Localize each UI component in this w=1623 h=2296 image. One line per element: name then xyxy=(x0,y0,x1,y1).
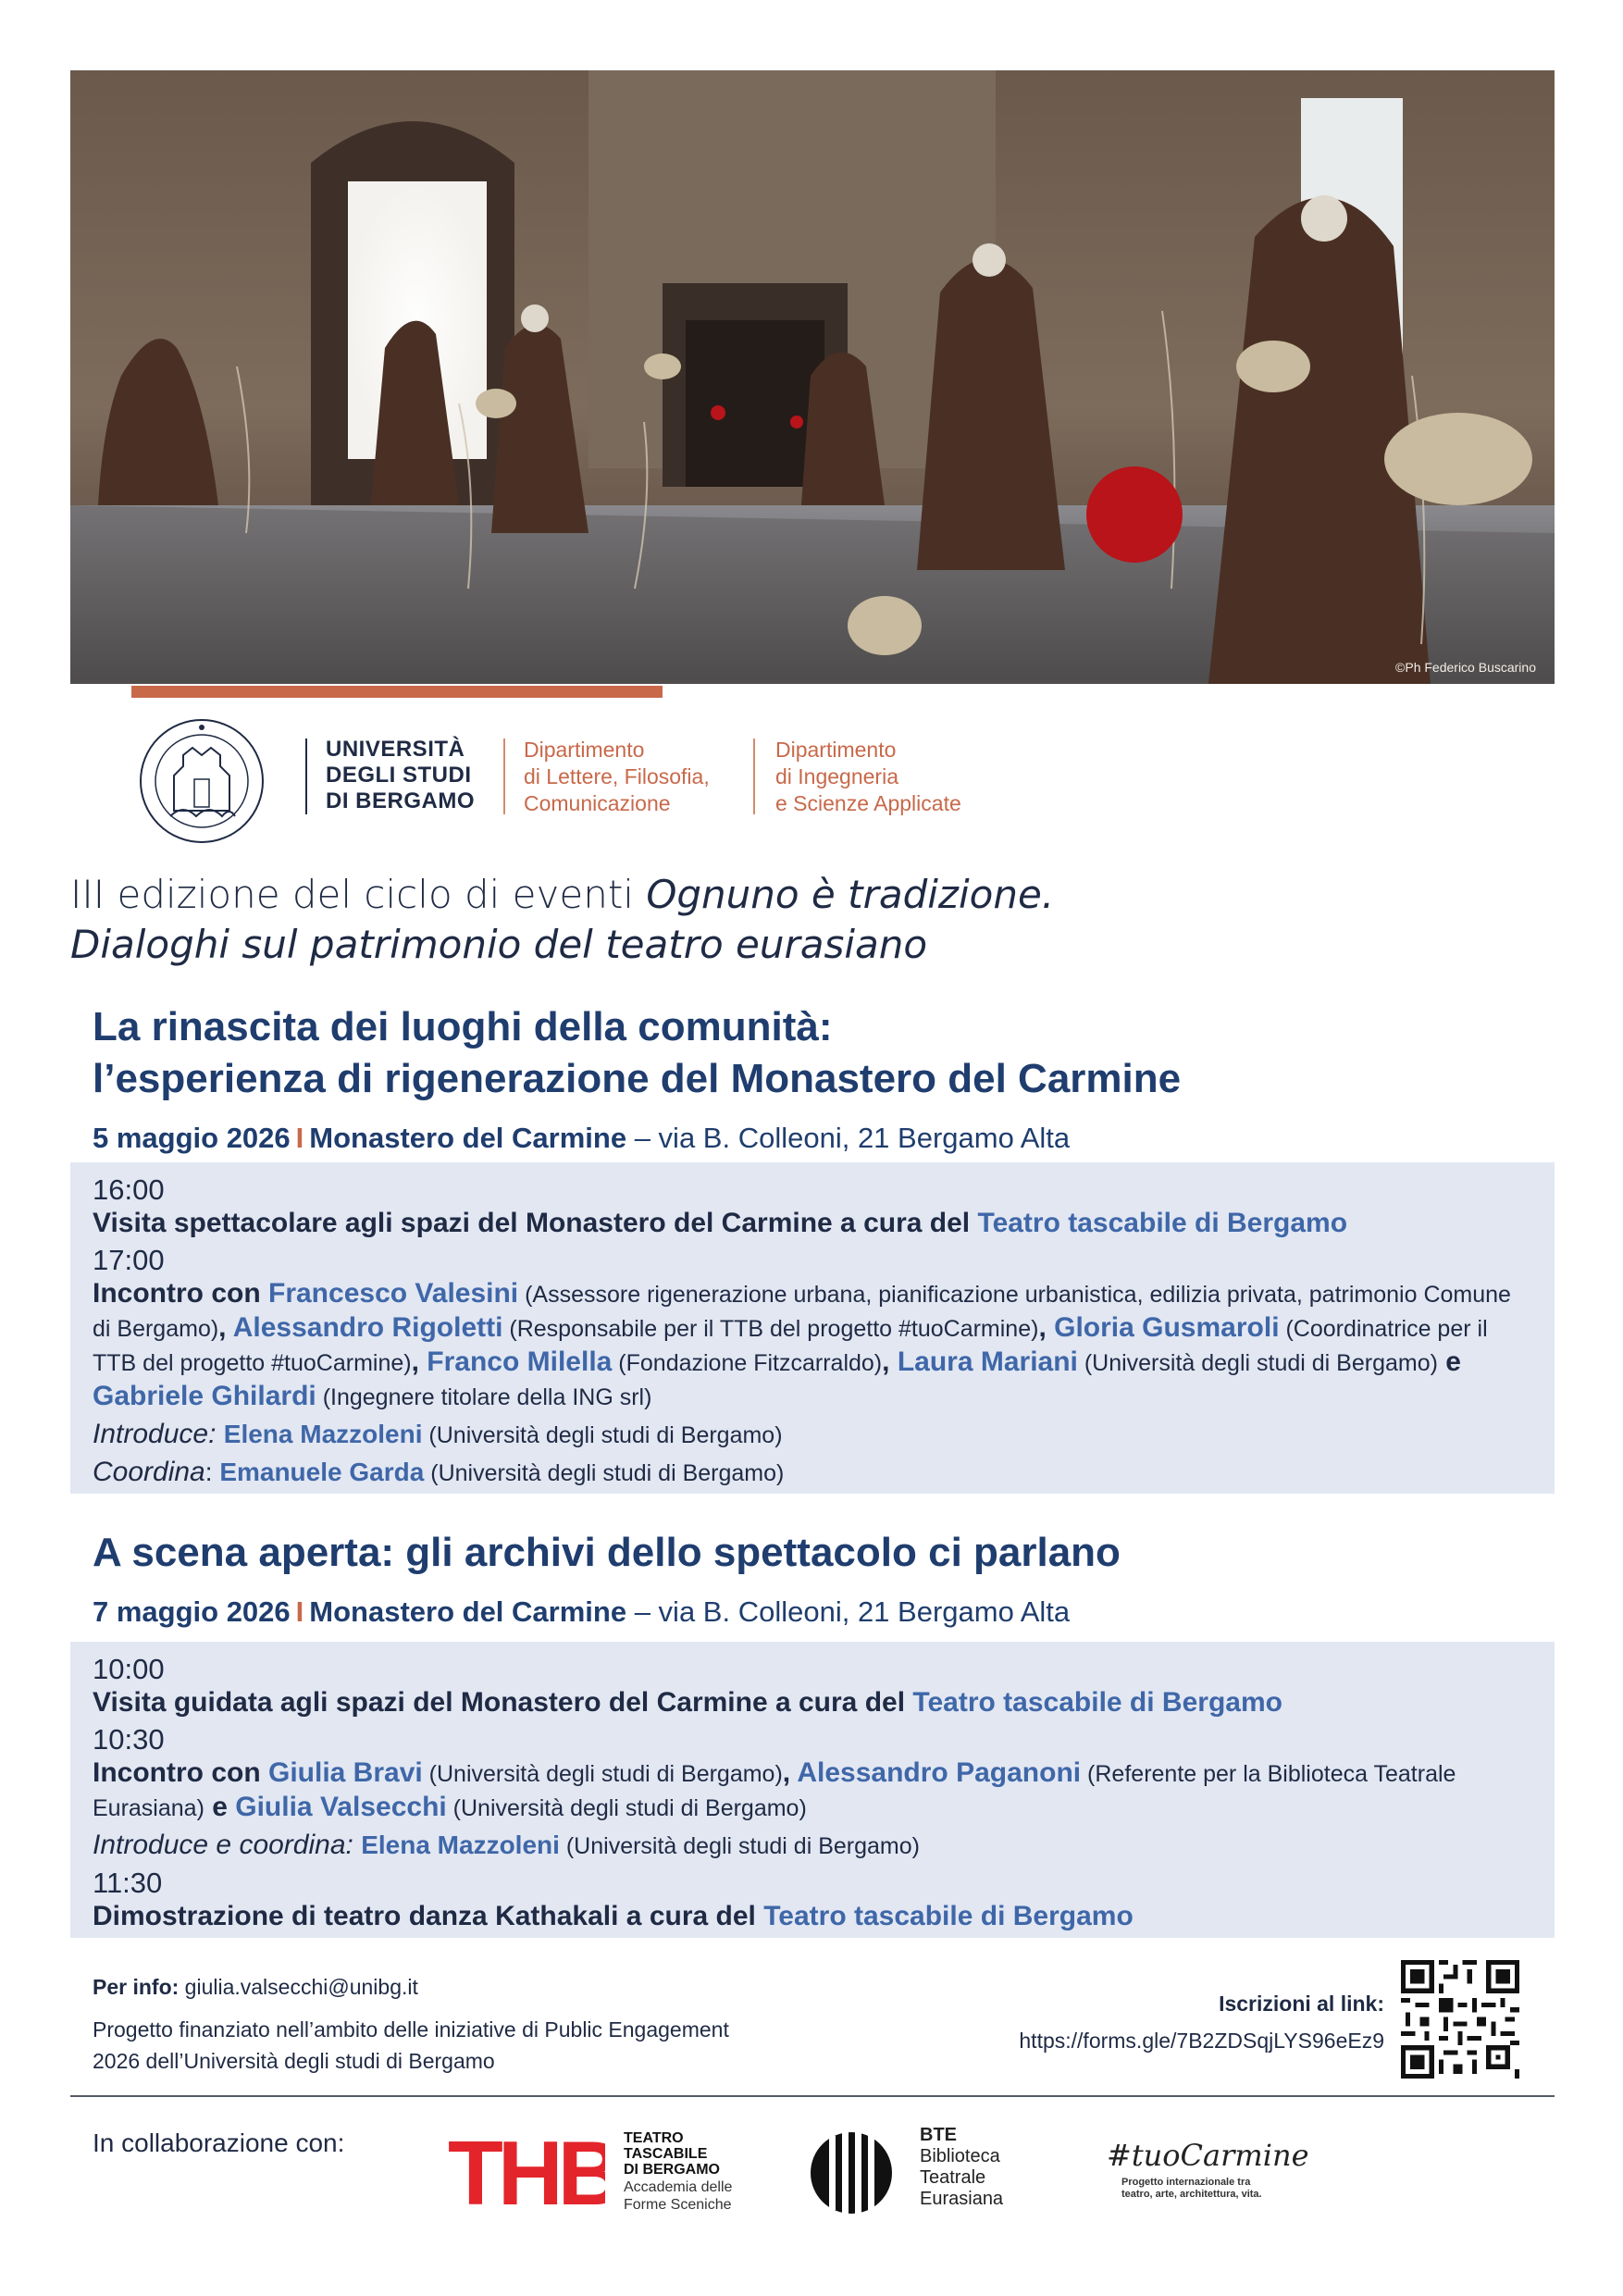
ttb-logo-mark: THB xyxy=(448,2130,605,2214)
event1-title xyxy=(93,1001,1181,1105)
tuocarmine-logo: #tuoCarmine xyxy=(1107,2138,1309,2173)
event2-program xyxy=(70,1642,1555,1938)
speaker-name: Giulia Valsecchi xyxy=(235,1792,447,1822)
organizer-name: Teatro tascabile di Bergamo xyxy=(912,1687,1282,1718)
department-line: Comunicazione xyxy=(524,791,671,815)
contact-info xyxy=(93,1971,418,2003)
program-meeting: Incontro con Giulia Bravi (Università degli studi di Bergamo), Alessandro Paganoni (Referente per la Biblioteca Teatrale Eurasiana) e Giulia Valsecchi (Università degli studi di Bergamo) xyxy=(93,1757,1456,1822)
speaker-name: Alessandro Paganoni xyxy=(797,1757,1082,1788)
event2-title: A scena aperta: gli archivi dello spettacolo ci parlano xyxy=(93,1530,1121,1575)
logo-divider xyxy=(305,738,307,814)
hero-photo xyxy=(70,70,1555,684)
university-name-line: DEGLI STUDI xyxy=(326,763,472,788)
monastery-room-illustration xyxy=(70,70,1555,684)
program-time: 10:30 xyxy=(93,1723,165,1756)
program-time: 16:00 xyxy=(93,1173,165,1206)
speaker-name: Giulia Bravi xyxy=(268,1757,423,1788)
event2-date: 7 maggio 2026 xyxy=(93,1595,291,1628)
contact-label: Per info: xyxy=(93,1975,180,1999)
contact-email[interactable]: giulia.valsecchi@unibg.it xyxy=(179,1975,418,1999)
speaker-affiliation: (Coordinatrice per il TTB del progetto #tuoCarmine) xyxy=(93,1316,1488,1376)
funding-note: Progetto finanziato nell’ambito delle iniziative di Public Engagement 2026 dell’Università degli studi di Bergamo xyxy=(93,2017,729,2073)
bte-logo-icon xyxy=(809,2130,894,2215)
series-subtitle: Dialoghi sul patrimonio del teatro eurasiano xyxy=(70,922,928,967)
logo-divider xyxy=(753,738,755,814)
bte-logo-text: BTE Biblioteca Teatrale Eurasiana xyxy=(920,2125,1004,2209)
department-engineering xyxy=(775,737,961,817)
university-seal-icon xyxy=(126,714,278,848)
registration-link[interactable]: https://forms.gle/7B2ZDSqjLYS96eEz9 xyxy=(1019,2029,1384,2053)
series-name: Ognuno è tradizione. xyxy=(646,872,1055,917)
photo-credit: ©Ph Federico Buscarino xyxy=(1395,660,1536,675)
program-time: 11:30 xyxy=(93,1867,163,1899)
department-line: di Ingegneria xyxy=(775,764,898,788)
organizer-name: Teatro tascabile di Bergamo xyxy=(763,1901,1134,1931)
series-prefix: III edizione del ciclo di eventi xyxy=(70,872,647,917)
university-name-line: UNIVERSITÀ xyxy=(326,737,465,762)
event1-program xyxy=(70,1162,1555,1494)
ttb-logo-text: TEATRO TASCABILE DI BERGAMO Accademia delle Forme Sceniche xyxy=(624,2130,733,2213)
moderator-name: Elena Mazzoleni xyxy=(223,1420,423,1448)
department-line: e Scienze Applicate xyxy=(775,791,961,815)
ttb-logo-icon xyxy=(448,2130,605,2214)
speaker-name: Franco Milella xyxy=(427,1347,613,1377)
separator: I xyxy=(295,1595,304,1628)
program-coordina: Coordina: Emanuele Garda (Università degli studi di Bergamo) xyxy=(93,1457,785,1487)
program-meeting: Incontro con Francesco Valesini (Assessore rigenerazione urbana, pianificazione urbanistica, edilizia privata, patrimonio Comune di Bergamo), Alessandro Rigoletti (Responsabile per il TTB del progetto #tuoCarmine), Gloria Gusmaroli (Coordinatrice per il TTB del progetto #tuoCarmine), Franco Milella (Fondazione Fitzcarraldo), Laura Mariani (Università degli studi di Bergamo) e Gabriele Ghilardi (Ingegnere titolare della ING srl) xyxy=(93,1278,1511,1411)
qr-code-icon[interactable] xyxy=(1401,1960,1519,2079)
university-name-line: DI BERGAMO xyxy=(326,788,475,813)
program-activity: Visita spettacolare agli spazi del Monastero del Carmine a cura del Teatro tascabile di Bergamo xyxy=(93,1208,1348,1238)
department-humanities xyxy=(524,737,710,817)
event1-title-line: l’esperienza di rigenerazione del Monastero del Carmine xyxy=(93,1056,1182,1101)
event1-address: – via B. Colleoni, 21 Bergamo Alta xyxy=(626,1122,1071,1154)
registration-label: Iscrizioni al link: xyxy=(1219,1992,1384,2016)
program-time: 10:00 xyxy=(93,1653,165,1685)
department-line: di Lettere, Filosofia, xyxy=(524,764,710,788)
speaker-name: Francesco Valesini xyxy=(268,1278,519,1309)
speaker-name: Gabriele Ghilardi xyxy=(93,1381,316,1411)
event2-venue: Monastero del Carmine xyxy=(309,1595,627,1628)
event1-title-line: La rinascita dei luoghi della comunità: xyxy=(93,1004,833,1049)
speaker-affiliation: (Assessore rigenerazione urbana, pianificazione urbanistica, edilizia privata, patrimonio Comune di Bergamo) xyxy=(93,1282,1511,1342)
logo-divider xyxy=(503,738,505,814)
speaker-affiliation: (Responsabile per il TTB del progetto #tuoCarmine) xyxy=(502,1316,1039,1342)
tuocarmine-tagline: Progetto internazionale tra teatro, arte, architettura, vita. xyxy=(1121,2177,1262,2200)
speaker-affiliation: (Ingegnere titolare della ING srl) xyxy=(316,1384,652,1410)
department-line: Dipartimento xyxy=(524,738,645,762)
moderator-name: Emanuele Garda xyxy=(219,1458,425,1486)
collaboration-label: In collaborazione con: xyxy=(93,2128,345,2157)
event1-date-venue xyxy=(93,1120,1070,1157)
program-time: 17:00 xyxy=(93,1244,165,1276)
event1-date: 5 maggio 2026 xyxy=(93,1122,291,1154)
organizer-name: Teatro tascabile di Bergamo xyxy=(977,1208,1348,1238)
footer-divider xyxy=(70,2095,1555,2097)
speaker-name: Laura Mariani xyxy=(897,1347,1078,1377)
separator: I xyxy=(295,1122,304,1154)
speaker-affiliation: (Università degli studi di Bergamo) xyxy=(446,1795,807,1821)
department-line: Dipartimento xyxy=(775,738,897,762)
program-activity: Visita guidata agli spazi del Monastero del Carmine a cura del Teatro tascabile di Bergamo xyxy=(93,1687,1282,1718)
program-introduce: Introduce e coordina: Elena Mazzoleni (Università degli studi di Bergamo) xyxy=(93,1830,920,1860)
speaker-name: Alessandro Rigoletti xyxy=(232,1312,503,1343)
speaker-affiliation: (Università degli studi di Bergamo) xyxy=(1077,1350,1438,1376)
speaker-affiliation: (Referente per la Biblioteca Teatrale Eurasiana) xyxy=(93,1761,1456,1821)
speaker-affiliation: (Università degli studi di Bergamo) xyxy=(422,1761,783,1787)
event1-venue: Monastero del Carmine xyxy=(309,1122,627,1154)
event2-address: – via B. Colleoni, 21 Bergamo Alta xyxy=(626,1595,1071,1628)
series-title xyxy=(70,870,1054,970)
event2-date-venue xyxy=(93,1594,1070,1631)
accent-bar xyxy=(131,686,663,698)
university-name xyxy=(326,737,475,814)
speaker-affiliation: (Fondazione Fitzcarraldo) xyxy=(612,1350,883,1376)
moderator-name: Elena Mazzoleni xyxy=(361,1831,560,1859)
program-activity: Dimostrazione di teatro danza Kathakali a cura del Teatro tascabile di Bergamo xyxy=(93,1901,1134,1931)
program-introduce: Introduce: Elena Mazzoleni (Università degli studi di Bergamo) xyxy=(93,1419,783,1449)
speaker-name: Gloria Gusmaroli xyxy=(1054,1312,1280,1343)
